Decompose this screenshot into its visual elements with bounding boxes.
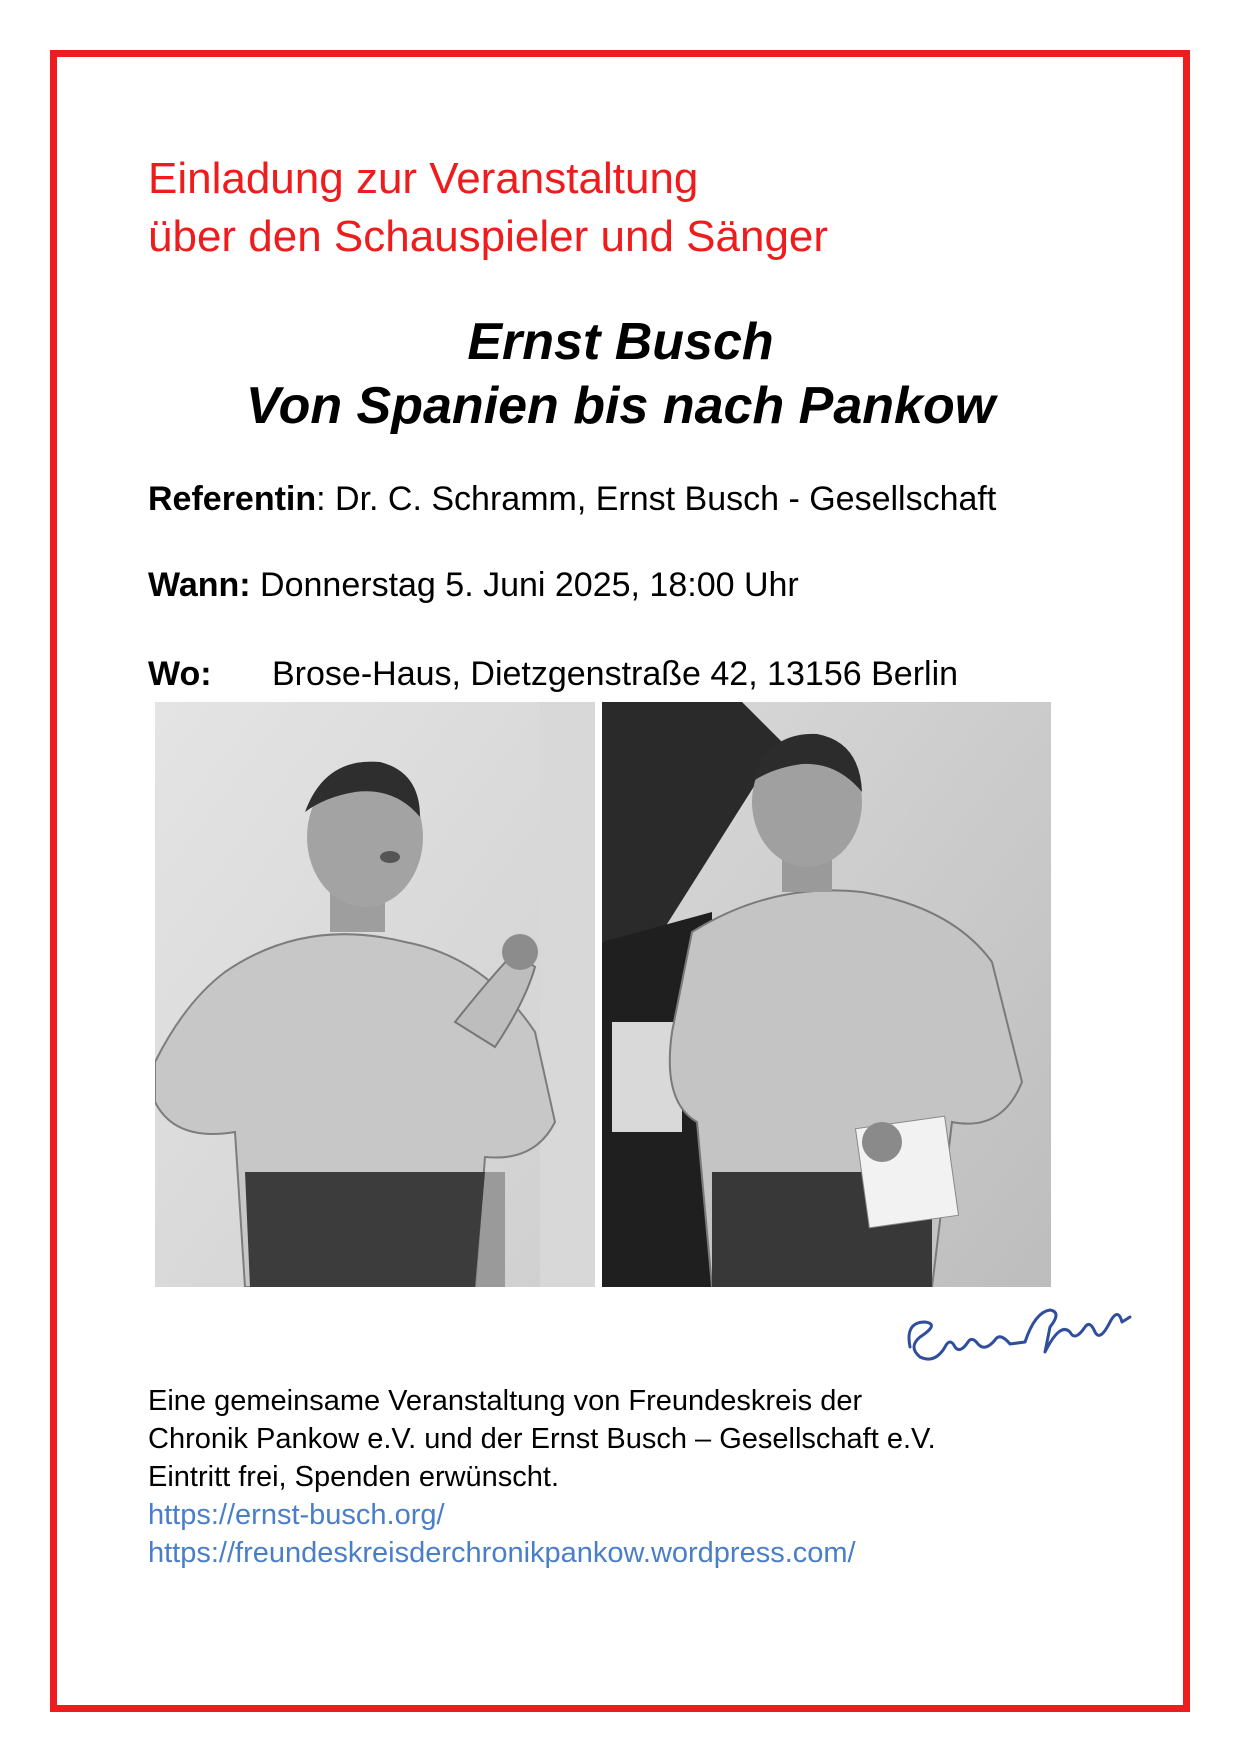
speaker-row (148, 480, 996, 519)
when-row (148, 566, 799, 605)
title-subtitle: Von Spanien bis nach Pankow (245, 377, 996, 435)
speaker-label: Referentin (148, 480, 317, 518)
footer-line-3: Eintritt frei, Spenden erwünscht. (148, 1461, 560, 1493)
when-label: Wann: (148, 566, 251, 604)
footer (148, 1382, 936, 1572)
where-value: Brose-Haus, Dietzgenstraße 42, 13156 Berlin (272, 655, 959, 693)
footer-line-2: Chronik Pankow e.V. und der Ernst Busch – Gesellschaft e.V. (148, 1423, 936, 1455)
intro-line-2: über den Schauspieler und Sänger (148, 212, 829, 261)
footer-line-1: Eine gemeinsame Veranstaltung von Freundeskreis der (148, 1385, 863, 1417)
portrait-photo-right (602, 702, 1051, 1287)
when-value: Donnerstag 5. Juni 2025, 18:00 Uhr (250, 566, 799, 604)
speaker-value: : Dr. C. Schramm, Ernst Busch - Gesellschaft (316, 480, 997, 518)
intro-line-1: Einladung zur Veranstaltung (148, 154, 699, 203)
portrait-photo-left (155, 702, 595, 1287)
title-name: Ernst Busch (467, 313, 774, 371)
where-label: Wo: (148, 655, 212, 693)
freundeskreis-link[interactable]: https://freundeskreisderchronikpankow.wordpress.com/ (148, 1537, 856, 1569)
intro-heading (148, 150, 828, 266)
where-row (148, 655, 959, 694)
event-title (0, 310, 1241, 438)
ernst-busch-link[interactable]: https://ernst-busch.org/ (148, 1499, 445, 1531)
handwritten-signature (900, 1292, 1140, 1377)
photo-pair (155, 702, 1051, 1287)
